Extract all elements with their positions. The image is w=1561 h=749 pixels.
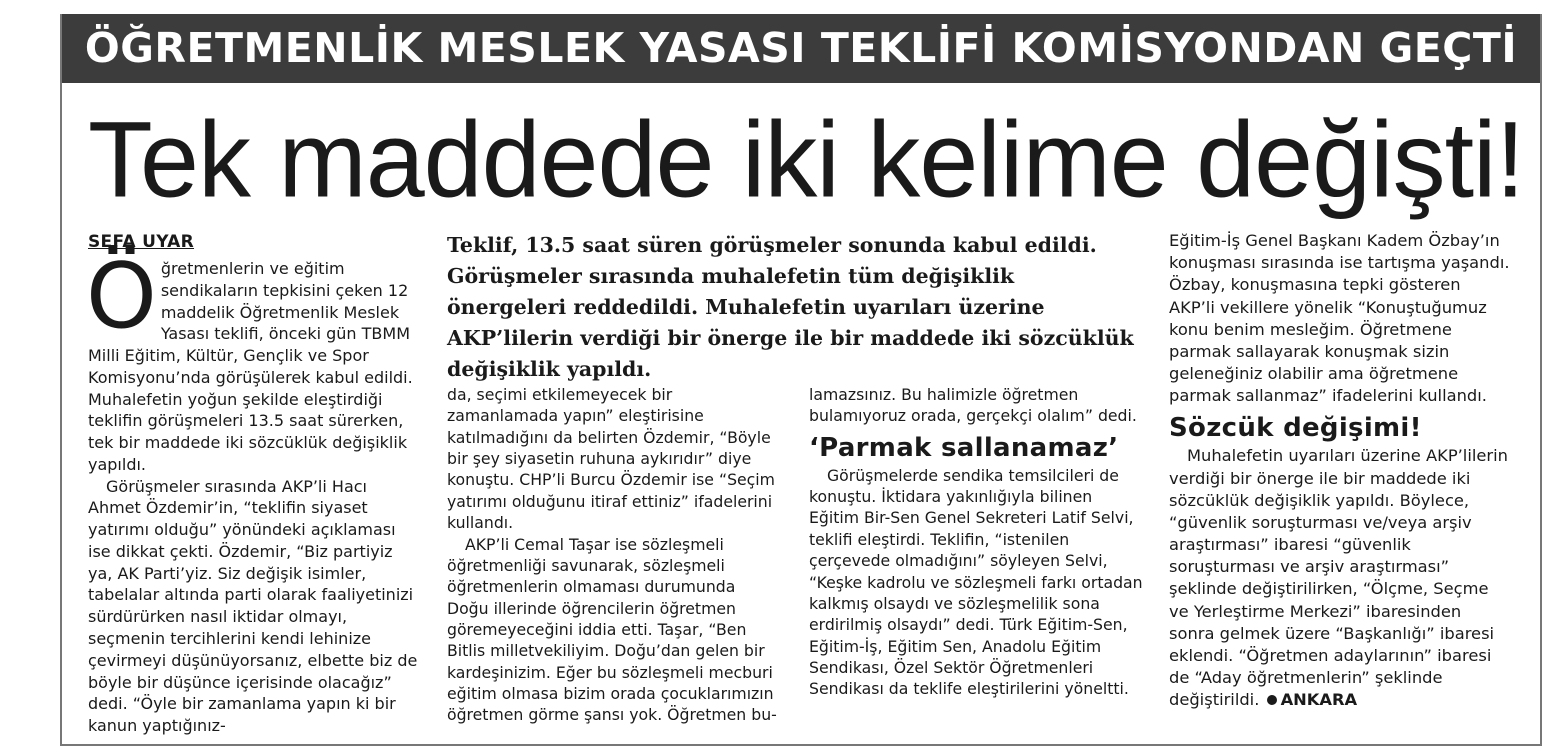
- paragraph: [86, 244, 420, 476]
- paragraph: Görüşmeler sırasında AKP’li Hacı Ahmet Özdemir’in, “teklifin siyaset yatırımı olduğu” yönündeki açıklaması ise dikkat çekti. Özdemir, “Biz partiyiz ya, AK Parti’yiz. Siz değişik isimler, tabelalar altında parti olarak faaliyetinizi sürdürürken nasıl iktidar olmayı, seçmenin tercihlerini kendi lehinize çevirmeyi düşünüyorsanız, elbette biz de böyle bir düşünce içerisinde olacağız” dedi. “Öyle bir zamanlama yapın ki bir kanun yaptığınız-: [88, 476, 418, 736]
- subheading: Sözcük değişimi!: [1169, 413, 1422, 444]
- headline: Tek maddede iki kelime değişti!: [88, 99, 1525, 221]
- lead-paragraph: Teklif, 13.5 saat süren görüşmeler sonunda kabul edildi. Görüşmeler sırasında muhalefetin tüm değişiklik önergeleri reddedildi. Muhalefetin uyarıları üzerine AKP’lilerin verdiği bir önerge ile bir maddede iki sözcüklük değişiklik yapıldı.: [447, 233, 1134, 381]
- kicker-banner: ÖĞRETMENLİK MESLEK YASASI TEKLİFİ KOMİSYONDAN GEÇTİ: [62, 14, 1540, 83]
- paragraph: lamazsınız. Bu halimizle öğretmen bulamıyoruz orada, gerçekçi olalım” dedi.: [809, 385, 1137, 426]
- drop-cap: Ö: [86, 244, 157, 349]
- paragraph-text: Muhalefetin uyarıları üzerine AKP’lilerin verdiği bir önerge ile bir maddede iki sözcüklük değişiklik yapıldı. Böylece, “güvenlik soruşturması ve/veya arşiv araştırması” ibaresi “güvenlik soruşturması ve arşiv araştırması” şeklinde değiştirilirken, “Ölçme, Seçme ve Yerleştirme Merkezi” ibaresinden sonra gelmek üzere “Başkanlığı” ibaresi eklendi. “Öğretmen adaylarının” ibaresi de “Aday öğretmenlerin” şeklinde değiştirildi.: [1169, 446, 1508, 710]
- dateline: ANKARA: [1280, 690, 1358, 710]
- paragraph-text: ğretmenlerin ve eğitim sendikaların tepkisini çeken 12 maddelik Öğretmenlik Meslek Yasası teklifi, önceki gün TBMM Milli Eğitim, Kültür, Gençlik ve Spor Komisyonu’nda görüşülerek kabul edildi. Muhalefetin yoğun şekilde eleştirdiği teklifin görüşmeleri 13.5 saat sürerken, tek bir maddede iki sözcüklük değişiklik yapıldı.: [88, 259, 413, 474]
- paragraph: AKP’li Cemal Taşar ise sözleşmeli öğretmenliği savunarak, sözleşmeli öğretmenlerin olmaması durumunda Doğu illerinde öğrencilerin öğretmen göremeyeceğini iddia etti. Taşar, “Ben Bitlis milletvekiliyim. Doğu’dan gelen bir kardeşinizim. Eğer bu sözleşmeli mecburi eğitim olmasa bizim orada çocuklarımızın öğretmen görme şansı yok. Öğretmen bu-: [447, 534, 777, 725]
- column-1: [86, 244, 420, 737]
- paragraph: da, seçimi etkilemeyecek bir zamanlamada yapın” eleştirisine katılmadığını da belirten Özdemir, “Böyle bir şey siyasetin ruhuna aykırıdır” diye konuştu. CHP’li Burcu Özdemir ise “Seçim yatırımı olduğunu itiraf ettiniz” ifadelerini kullandı.: [447, 385, 775, 533]
- paragraph: Görüşmelerde sendika temsilcileri de konuştu. İktidara yakınlığıyla bilinen Eğitim Bir-Sen Genel Sekreteri Latif Selvi, teklifi eleştirdi. Teklifin, “istenilen çerçevede olmadığını” söyleyen Selvi, “Keşke kadrolu ve sözleşmeli farkı ortadan kalkmış olsaydı ve sözleşmelilik sona erdirilmiş olsaydı” dedi. Türk Eğitim-Sen, Eğitim-İş, Eğitim Sen, Anadolu Eğitim Sendikası, Özel Sektör Öğretmenleri Sendikası da teklife eleştirilerini yöneltti.: [809, 465, 1143, 699]
- column-3: [809, 384, 1143, 700]
- byline: SEFA UYAR: [88, 232, 195, 252]
- subheading: ‘Parmak sallanamaz’: [809, 432, 1119, 463]
- column-4: [1169, 230, 1511, 711]
- bullet-dot-icon: [1267, 695, 1277, 705]
- column-2: [447, 384, 781, 726]
- paragraph: Eğitim-İş Genel Başkanı Kadem Özbay’ın konuşması sırasında ise tartışma yaşandı. Özbay, konuşmasına tepki gösteren AKP’li vekillere yönelik “Konuştuğumuz konu benim mesleğim. Öğretmene parmak sallayarak konuşmak sizin geleneğiniz olabilir ama öğretmene parmak sallanmaz” ifadelerini kullandı.: [1169, 231, 1510, 406]
- paragraph: [1169, 445, 1511, 711]
